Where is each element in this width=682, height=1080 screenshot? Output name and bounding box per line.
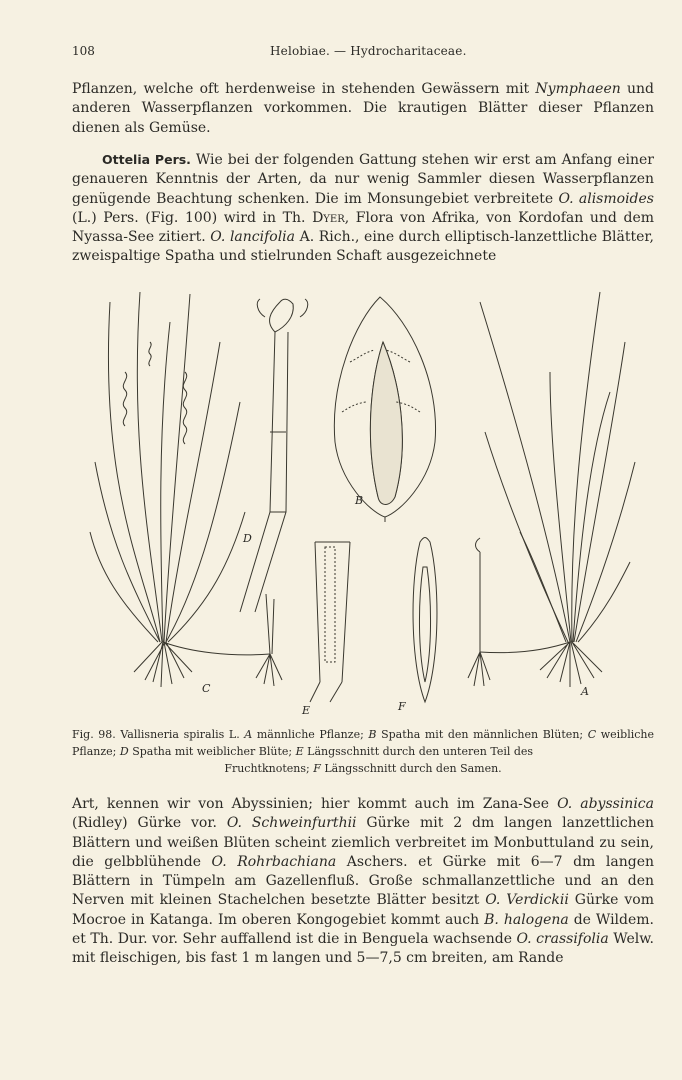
genus-heading: Ottelia Pers. bbox=[102, 152, 191, 167]
text-run: Spatha mit den männlichen Blüten; bbox=[376, 728, 588, 741]
text-run: (Ridley) Gürke vor. bbox=[72, 815, 227, 832]
italic-run: O. Rohrbachiana bbox=[211, 853, 337, 870]
caption-last-line bbox=[72, 760, 654, 777]
label-e: E bbox=[302, 704, 311, 717]
paragraph-3 bbox=[72, 795, 654, 969]
italic-run: B bbox=[368, 728, 377, 741]
text-run: Gürke vom Mocroe in Katanga. Im oberen Kongogebiet kommt auch bbox=[72, 892, 654, 928]
italic-run: D bbox=[119, 745, 129, 758]
text-run: weibliche Pflanze; bbox=[72, 728, 654, 758]
figure-caption bbox=[72, 726, 654, 777]
text-run: Wie bei der folgenden Gattung stehen wir erst am Anfang einer genaueren Kenntnis der Arten, da nur wenig Sammler diesen Wasserpflanzen genügende Beachtung schenken. Die im Monsungebiet verbreitete bbox=[72, 152, 654, 207]
text-run: Längsschnitt durch den Samen. bbox=[320, 762, 502, 775]
italic-run: O. alismoides bbox=[558, 190, 654, 207]
text-run: Art, kennen wir von Abyssinien; hier kommt auch im Zana-See bbox=[72, 796, 558, 812]
page-number: 108 bbox=[72, 44, 95, 58]
paragraph-2 bbox=[72, 150, 654, 267]
text-run: Gürke mit 2 dm langen lanzettlichen Blättern und weißen Blüten scheint ziemlich verbreitet im Monbuttuland zu sein, die gelbblühende bbox=[72, 815, 655, 870]
text-run: Längsschnitt durch den unteren Teil des bbox=[303, 745, 534, 758]
running-head bbox=[0, 40, 682, 60]
author-name: Dyer bbox=[312, 209, 345, 226]
spatha-male-drawing bbox=[334, 297, 435, 522]
spatha-female-drawing bbox=[240, 299, 308, 612]
text-run: A. Rich., eine durch elliptisch-lanzettliche Blätter, zweispaltige Spatha und stielrunden Schaft ausgezeichnete bbox=[72, 229, 654, 265]
text-run: Pflanzen, welche oft herdenweise in stehenden Gewässern mit bbox=[72, 81, 536, 97]
italic-run: O. lancifolia bbox=[210, 229, 296, 246]
male-plant-drawing bbox=[468, 292, 635, 687]
text-run: männliche Pflanze; bbox=[252, 728, 369, 741]
text-run: Fruchtknotens; bbox=[224, 762, 314, 775]
italic-run: E bbox=[295, 745, 304, 758]
italic-run: B. halogena bbox=[484, 911, 569, 928]
label-b: B bbox=[355, 494, 364, 507]
botanical-illustration bbox=[80, 282, 660, 722]
ovary-section-drawing bbox=[310, 542, 350, 702]
running-title: Helobiae. — Hydrocharitaceae. bbox=[270, 44, 467, 58]
italic-run: O. Verdickii bbox=[485, 892, 569, 909]
label-a: A bbox=[581, 685, 589, 698]
text-run: Aschers. et Gürke mit 6—7 dm langen Blättern in Tümpeln am Gazellenfluß. Große schmallanzettliche und an den Nerven mit kleinen Stachelchen besetzte Blätter besitzt bbox=[72, 853, 654, 909]
text-run: , Flora von Afrika, von Kordofan und dem Nyassa-See zitiert. bbox=[72, 209, 655, 246]
seed-section-drawing bbox=[413, 538, 437, 703]
text-run: de Wildem. et Th. Dur. vor. Sehr auffallend ist die in Benguela wachsende bbox=[72, 911, 654, 948]
italic-run: O. Schweinfurthii bbox=[226, 815, 357, 832]
italic-run: F bbox=[313, 762, 321, 775]
female-plant-drawing bbox=[90, 292, 282, 687]
text-run: Fig. 98. Vallisneria spiralis L. bbox=[72, 728, 245, 741]
text-run: Welw. mit fleischigen, bis fast 1 m langen und 5—7,5 cm breiten, am Rande bbox=[72, 931, 655, 967]
italic-run: A bbox=[244, 728, 253, 741]
figure-98 bbox=[80, 282, 660, 722]
italic-run: Nymphaeen bbox=[535, 81, 621, 97]
italic-run: O. crassifolia bbox=[516, 931, 609, 948]
label-f: F bbox=[398, 700, 406, 713]
italic-run: C bbox=[587, 728, 597, 741]
italic-run: O. abyssinica bbox=[557, 796, 654, 812]
text-run: (L.) Pers. (Fig. 100) wird in Th. bbox=[72, 209, 313, 226]
text-run: und anderen Wasserpflanzen vorkommen. Die krautigen Blätter dieser Pflanzen dienen als Gemüse. bbox=[72, 81, 654, 136]
label-c: C bbox=[202, 682, 211, 695]
label-d: D bbox=[243, 532, 252, 545]
paragraph-1 bbox=[72, 80, 654, 138]
text-run: Spatha mit weiblicher Blüte; bbox=[128, 745, 296, 758]
